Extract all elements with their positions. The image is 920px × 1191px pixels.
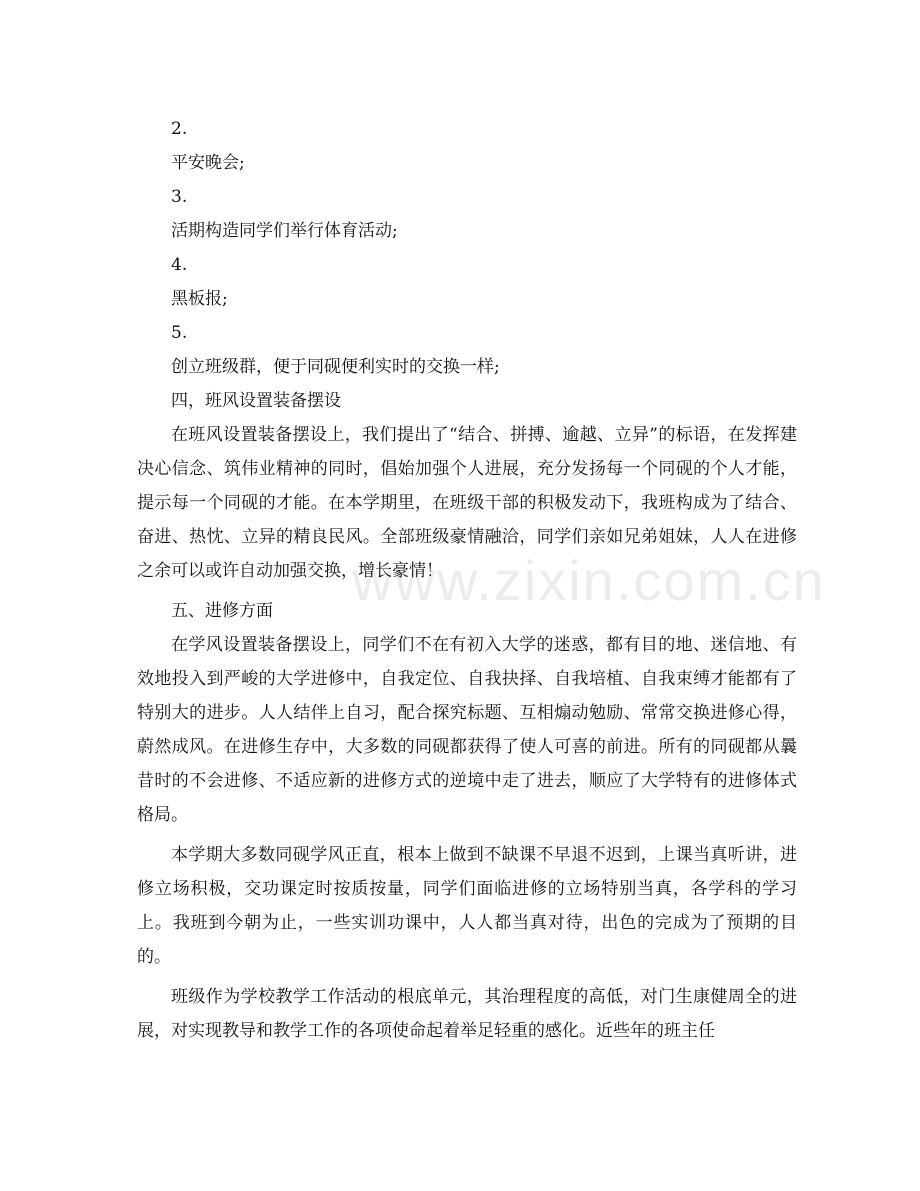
list-number: 2. [171, 119, 188, 139]
paragraph: 在学风设置装备摆设上，同学们不在有初入大学的迷惑，都有目的地、迷信地、有效地投入到严峻的大学进修中，自我定位、自我抉择、自我培植、自我束缚才能都有了特别大的进步。人人结伴上自习，配合探究标题、互相煽动勉励、常常交换进修心得，蔚然成风。在进修生存中，大多数的同砚都获得了使人可喜的前进。所有的同砚都从曩昔时的不会进修、不适应新的进修方式的逆境中走了进去，顺应了大学特有的进修体式格局。 [137, 635, 797, 825]
watermark: www.zixin.com.cn [352, 549, 826, 612]
paragraph: 班级作为学校教学工作活动的根底单元，其治理程度的高低，对门生康健周全的进展，对实现教导和教学工作的各项使命起着举足轻重的感化。近些年的班主任 [137, 987, 797, 1041]
paragraph: 本学期大多数同砚学风正直，根本上做到不缺课不早退不迟到，上课当真听讲，进修立场积极，交功课定时按质按量，同学们面临进修的立场特别当真，各学科的学习上。我班到今朝为止，一些实训功课中，人人都当真对待，出色的完成为了预期的目的。 [137, 845, 797, 967]
document-body [137, 112, 797, 1054]
list-item-text: 活期构造同学们举行体育活动; [171, 221, 398, 241]
list-number: 5. [171, 323, 188, 343]
paragraph: 在班风设置装备摆设上，我们提出了“结合、拼搏、逾越、立异”的标语，在发挥建决心信念、筑伟业精神的同时，倡始加强个人进展，充分发扬每一个同砚的个人才能，提示每一个同砚的才能。在本学期里，在班级干部的积极发动下，我班构成为了结合、奋进、热忱、立异的精良民风。全部班级豪情融洽，同学们亲如兄弟姐妹，人人在进修之余可以或许自动加强交换，增长豪情！ [137, 425, 797, 581]
list-item-text: 创立班级群，便于同砚便利实时的交换一样; [171, 357, 500, 377]
section-heading: 五、进修方面 [171, 601, 273, 621]
list-item-text: 平安晚会; [171, 153, 245, 173]
section-heading: 四，班风设置装备摆设 [171, 391, 341, 411]
list-number: 3. [171, 187, 188, 207]
list-item-text: 黑板报; [171, 289, 228, 309]
list-number: 4. [171, 255, 188, 275]
